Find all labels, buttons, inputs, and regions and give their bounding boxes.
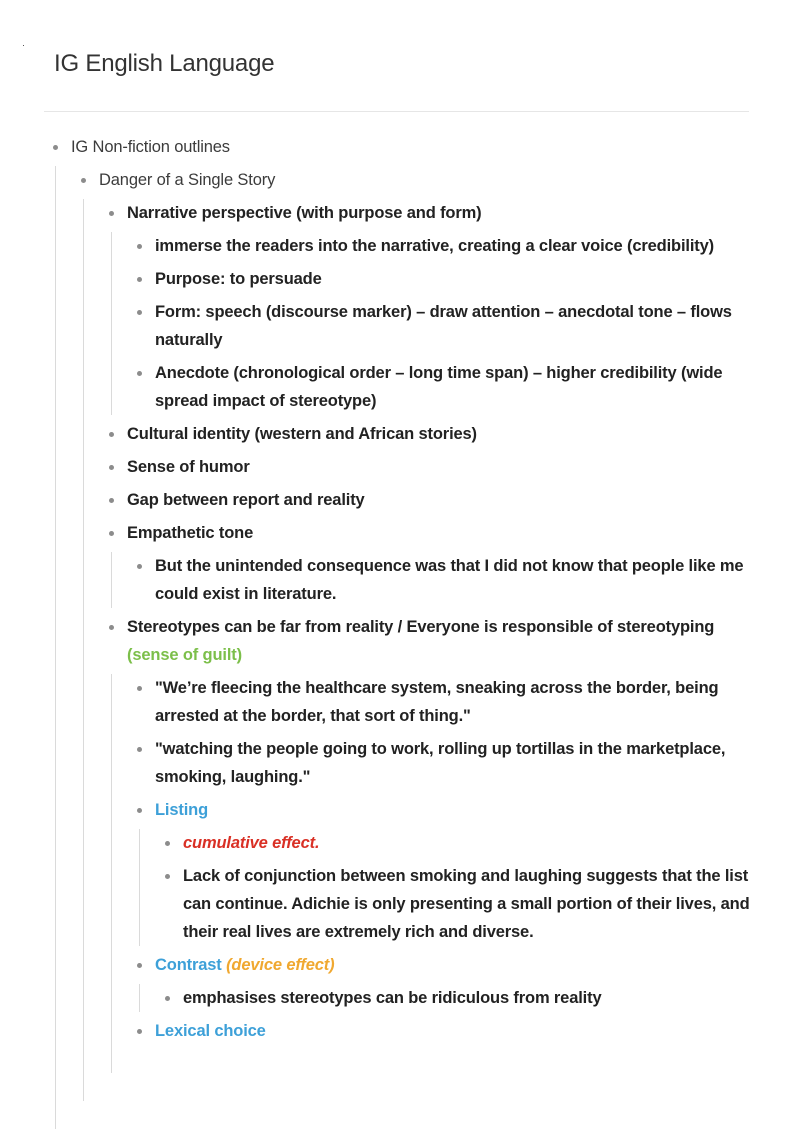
bullet-icon[interactable]	[137, 747, 142, 752]
outline-item-root[interactable]	[71, 133, 751, 1129]
highlight-text: (sense of guilt)	[127, 646, 242, 664]
item-text: IG Non-fiction outlines	[71, 138, 230, 156]
stray-dot	[23, 45, 24, 46]
outline-children	[71, 166, 751, 1129]
bullet-icon[interactable]	[165, 874, 170, 879]
item-text: Narrative perspective (with purpose and form)	[127, 204, 482, 222]
title-divider	[44, 111, 749, 112]
item-text: Lexical choice	[155, 1022, 266, 1040]
item-text: "We’re fleecing the healthcare system, sneaking across the border, being arrested at the border, that sort of thing."	[155, 679, 719, 725]
outline-item-narrative[interactable]	[127, 199, 751, 415]
bullet-icon[interactable]	[137, 277, 142, 282]
outline-item-stereotypes[interactable]	[127, 613, 751, 1073]
outline-item[interactable]	[183, 829, 751, 857]
item-text: Purpose: to persuade	[155, 270, 322, 288]
bullet-icon[interactable]	[109, 211, 114, 216]
outline-children	[99, 199, 751, 1101]
outline-item[interactable]	[183, 984, 751, 1012]
item-text: Anecdote (chronological order – long time span) – higher credibility (wide spread impact of stereotype)	[155, 364, 723, 410]
bullet-icon[interactable]	[137, 564, 142, 569]
item-text: Form: speech (discourse marker) – draw attention – anecdotal tone – flows naturally	[155, 303, 732, 349]
outline-children	[155, 829, 751, 946]
outline-item-story[interactable]	[99, 166, 751, 1101]
item-text: Gap between report and reality	[127, 491, 365, 509]
item-text: Contrast	[155, 956, 222, 974]
outline-tree	[71, 133, 751, 1129]
item-text: "watching the people going to work, rolling up tortillas in the marketplace, smoking, laughing."	[155, 740, 726, 786]
outline-item[interactable]	[183, 862, 751, 946]
item-text: Danger of a Single Story	[99, 171, 276, 189]
bullet-icon[interactable]	[137, 963, 142, 968]
outline-item-humor[interactable]	[127, 453, 751, 481]
bullet-icon[interactable]	[109, 465, 114, 470]
outline-children	[127, 232, 751, 415]
bullet-icon[interactable]	[137, 310, 142, 315]
outline-children	[127, 674, 751, 1073]
bullet-icon[interactable]	[53, 145, 58, 150]
bullet-icon[interactable]	[81, 178, 86, 183]
note-text: (device effect)	[226, 956, 335, 974]
outline-children	[127, 552, 751, 608]
bullet-icon[interactable]	[137, 808, 142, 813]
bullet-icon[interactable]	[109, 531, 114, 536]
bullet-icon[interactable]	[137, 686, 142, 691]
item-text: Stereotypes can be far from reality / Everyone is responsible of stereotyping	[127, 618, 715, 636]
bullet-icon[interactable]	[165, 841, 170, 846]
outline-children	[155, 984, 751, 1012]
outline-item-quote[interactable]	[155, 735, 751, 791]
item-text: Empathetic tone	[127, 524, 254, 542]
outline-item-cultural[interactable]	[127, 420, 751, 448]
outline-item[interactable]	[155, 232, 751, 260]
outline-item[interactable]	[155, 359, 751, 415]
bullet-icon[interactable]	[165, 996, 170, 1001]
item-text: Lack of conjunction between smoking and laughing suggests that the list can continue. Adichie is only presenting a small portion of their lives, and their real lives are extremely rich and diverse.	[183, 867, 750, 941]
bullet-icon[interactable]	[137, 1029, 142, 1034]
bullet-icon[interactable]	[109, 498, 114, 503]
item-text: Cultural identity (western and African stories)	[127, 425, 477, 443]
outline-item-contrast[interactable]	[155, 951, 751, 1012]
bullet-icon[interactable]	[137, 244, 142, 249]
outline-item-empathetic[interactable]	[127, 519, 751, 608]
bullet-icon[interactable]	[109, 432, 114, 437]
outline-item-listing[interactable]	[155, 796, 751, 946]
page-title: IG English Language	[54, 50, 275, 77]
outline-item-quote[interactable]	[155, 674, 751, 730]
outline-item-lexical[interactable]	[155, 1017, 751, 1045]
item-text: Sense of humor	[127, 458, 250, 476]
outline-item-gap[interactable]	[127, 486, 751, 514]
item-text: cumulative effect.	[183, 834, 320, 852]
outline-item[interactable]	[155, 298, 751, 354]
outline-item[interactable]	[155, 552, 751, 608]
item-text: Listing	[155, 801, 209, 819]
item-text: But the unintended consequence was that I did not know that people like me could exist in literature.	[155, 557, 744, 603]
bullet-icon[interactable]	[137, 371, 142, 376]
item-text: immerse the readers into the narrative, creating a clear voice (credibility)	[155, 237, 714, 255]
item-text: emphasises stereotypes can be ridiculous from reality	[183, 989, 602, 1007]
bullet-icon[interactable]	[109, 625, 114, 630]
outline-item[interactable]	[155, 265, 751, 293]
